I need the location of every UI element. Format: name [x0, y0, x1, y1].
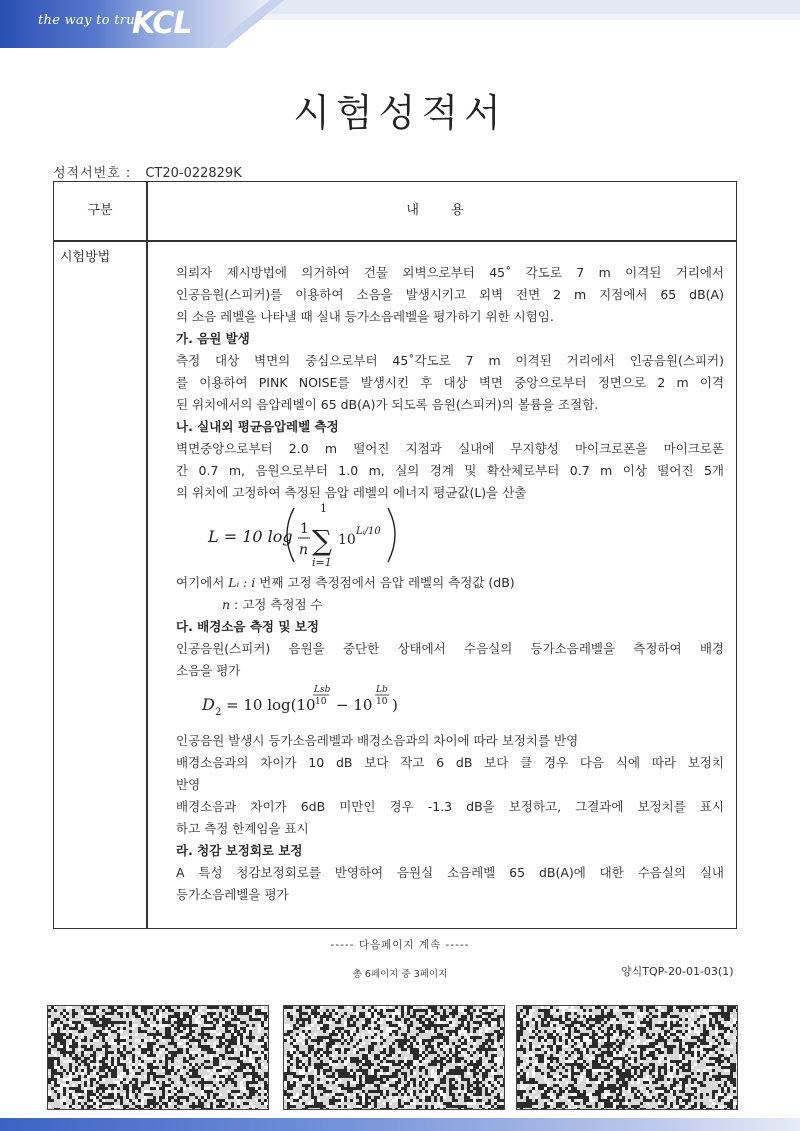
section-c-title: 다. 배경소음 측정 및 보정: [176, 619, 319, 634]
security-pattern-2: [283, 1005, 505, 1110]
kcl-logo: KCL: [132, 6, 192, 41]
section-c-after-line-5: 하고 측정 한계임을 표시: [176, 821, 309, 836]
section-a-line-2: 를 이용하여 PINK NOISE를 발생시킨 후 대상 벽면 중앙으로부터 정면으로 2 m 이격: [176, 375, 724, 390]
section-c-after-line-4: 배경소음과 차이가 6dB 미만인 경우 -1.3 dB을 보정하고, 그결과에 보정치를 표시: [176, 799, 724, 814]
section-a-title: 가. 음원 발생: [176, 331, 250, 346]
sum-symbol: ∑: [312, 524, 332, 557]
section-c-after-line-2: 배경소음과의 차이가 10 dB 보다 작고 6 dB 보다 클 경우 다음 식에 따라 보정치: [176, 755, 724, 770]
formula-2-exp1-den: 10: [315, 697, 327, 707]
formula-2-close: ): [392, 696, 398, 714]
continue-notice: ----- 다음페이지 계속 -----: [330, 939, 470, 951]
formula-1-lhs: L = 10 log: [208, 527, 293, 546]
report-number-label: 성적서번호 :: [53, 166, 132, 181]
report-number: [53, 162, 242, 181]
formula-2-lhs-sub: 2: [215, 707, 222, 718]
footer-band: [0, 1118, 800, 1131]
security-pattern-3: [516, 1005, 738, 1110]
where-text-n: : 고정 측정점 수: [234, 597, 323, 612]
section-a-line-3: 된 위치에서의 음압레벨이 65 dB(A)가 되도록 음원(스피커)의 볼륨을 조절함.: [176, 397, 599, 412]
where-text-li: 번째 고정 측정점에서 음압 레벨의 측정값 (dB): [259, 575, 515, 590]
formula-1-frac-num: 1: [300, 521, 309, 537]
intro-line-1: 의뢰자 제시방법에 의거하여 건물 외벽으로부터 45˚ 각도로 7 m 이격된 거리에서: [176, 265, 724, 280]
security-pattern-1: [47, 1005, 269, 1110]
table-header-category: 구분: [87, 203, 113, 218]
section-d-line-1: A 특성 청감보정회로를 반영하여 음원실 소음레벨 65 dB(A)에 대한 수음실의 실내: [176, 865, 724, 880]
report-number-value: CT20-022829K: [145, 166, 242, 181]
section-b-line-3: 의 위치에 고정하여 측정된 음압 레벨의 에너지 평균값(L)을 산출: [176, 485, 527, 500]
formula-1-sum-top: 1: [320, 502, 327, 515]
formula-1-term-base: 10: [338, 532, 356, 548]
formula-2-eq: = 10 log(10: [226, 696, 316, 714]
formula-2-exp2-den: 10: [376, 697, 388, 707]
section-c-line-2: 소음을 평가: [176, 663, 241, 678]
table-header-content: 내 용: [406, 203, 478, 218]
background-correction-formula: [176, 682, 724, 722]
document-title: 시험성적서: [293, 91, 507, 135]
formula-1-graphic: [176, 504, 476, 568]
section-a-line-1: 측정 대상 벽면의 중심으로부터 45˚각도로 7 m 이격된 거리에서 인공음원(스피커): [176, 353, 724, 368]
test-method-content: [176, 262, 724, 906]
section-b-line-2: 간 0.7 m, 음원으로부터 1.0 m, 실의 경계 및 확산체로부터 0.7 m 이상 떨어진 5개: [176, 463, 724, 478]
where-prefix: 여기에서: [176, 575, 225, 590]
formula-2-graphic: [176, 682, 476, 722]
formula-2-exp1-num: Lsb: [314, 685, 331, 695]
intro-line-3: 의 소음 레벨을 나타낼 때 실내 등가소음레벨을 평가하기 위한 시험임.: [176, 309, 554, 324]
where-line-1: [176, 572, 724, 594]
where-symbol-li: Lᵢ : i: [228, 575, 256, 590]
formula-1-sum-bottom: i=1: [312, 556, 332, 569]
formula-1-term-exp: Lᵢ/10: [356, 526, 381, 537]
formula-2-exp2-num: Lb: [376, 685, 388, 695]
where-line-2: [176, 594, 724, 616]
formula-2-minus: − 10: [336, 696, 373, 714]
section-d-line-2: 등가소음레벨을 평가: [176, 887, 289, 902]
section-d-title: 라. 청감 보정회로 보정: [176, 843, 303, 858]
formula-1-frac-den: n: [299, 542, 309, 558]
where-symbol-n: n: [222, 597, 231, 612]
energy-average-formula: [176, 504, 724, 568]
section-b-line-1: 벽면중앙으로부터 2.0 m 떨어진 지점과 실내에 무지향성 마이크로폰을 마이크로폰: [176, 441, 724, 456]
section-c-after-line-3: 반영: [176, 777, 201, 792]
section-c-line-1: 인공음원(스피커) 음원을 중단한 상태에서 수음실의 등가소음레벨을 측정하여 배경: [176, 641, 724, 656]
page-indicator: 총 6페이지 중 3페이지: [352, 969, 448, 980]
form-number: 양식TQP-20-01-03(1): [621, 965, 734, 978]
intro-line-2: 인공음원(스피커)를 이용하여 소음을 발생시키고 외벽 전면 2 m 지점에서 65 dB(A): [176, 287, 724, 302]
table-header-divider: [53, 240, 737, 242]
row-label-test-method: 시험방법: [60, 250, 111, 265]
section-b-title: 나. 실내외 평균음압레벨 측정: [176, 419, 339, 434]
brand-slogan: the way to trust: [38, 13, 148, 28]
formula-2-lhs: D: [202, 695, 215, 714]
table-column-divider: [146, 181, 148, 929]
section-c-after-line-1: 인공음원 발생시 등가소음레벨과 배경소음과의 차이에 따라 보정치를 반영: [176, 733, 579, 748]
